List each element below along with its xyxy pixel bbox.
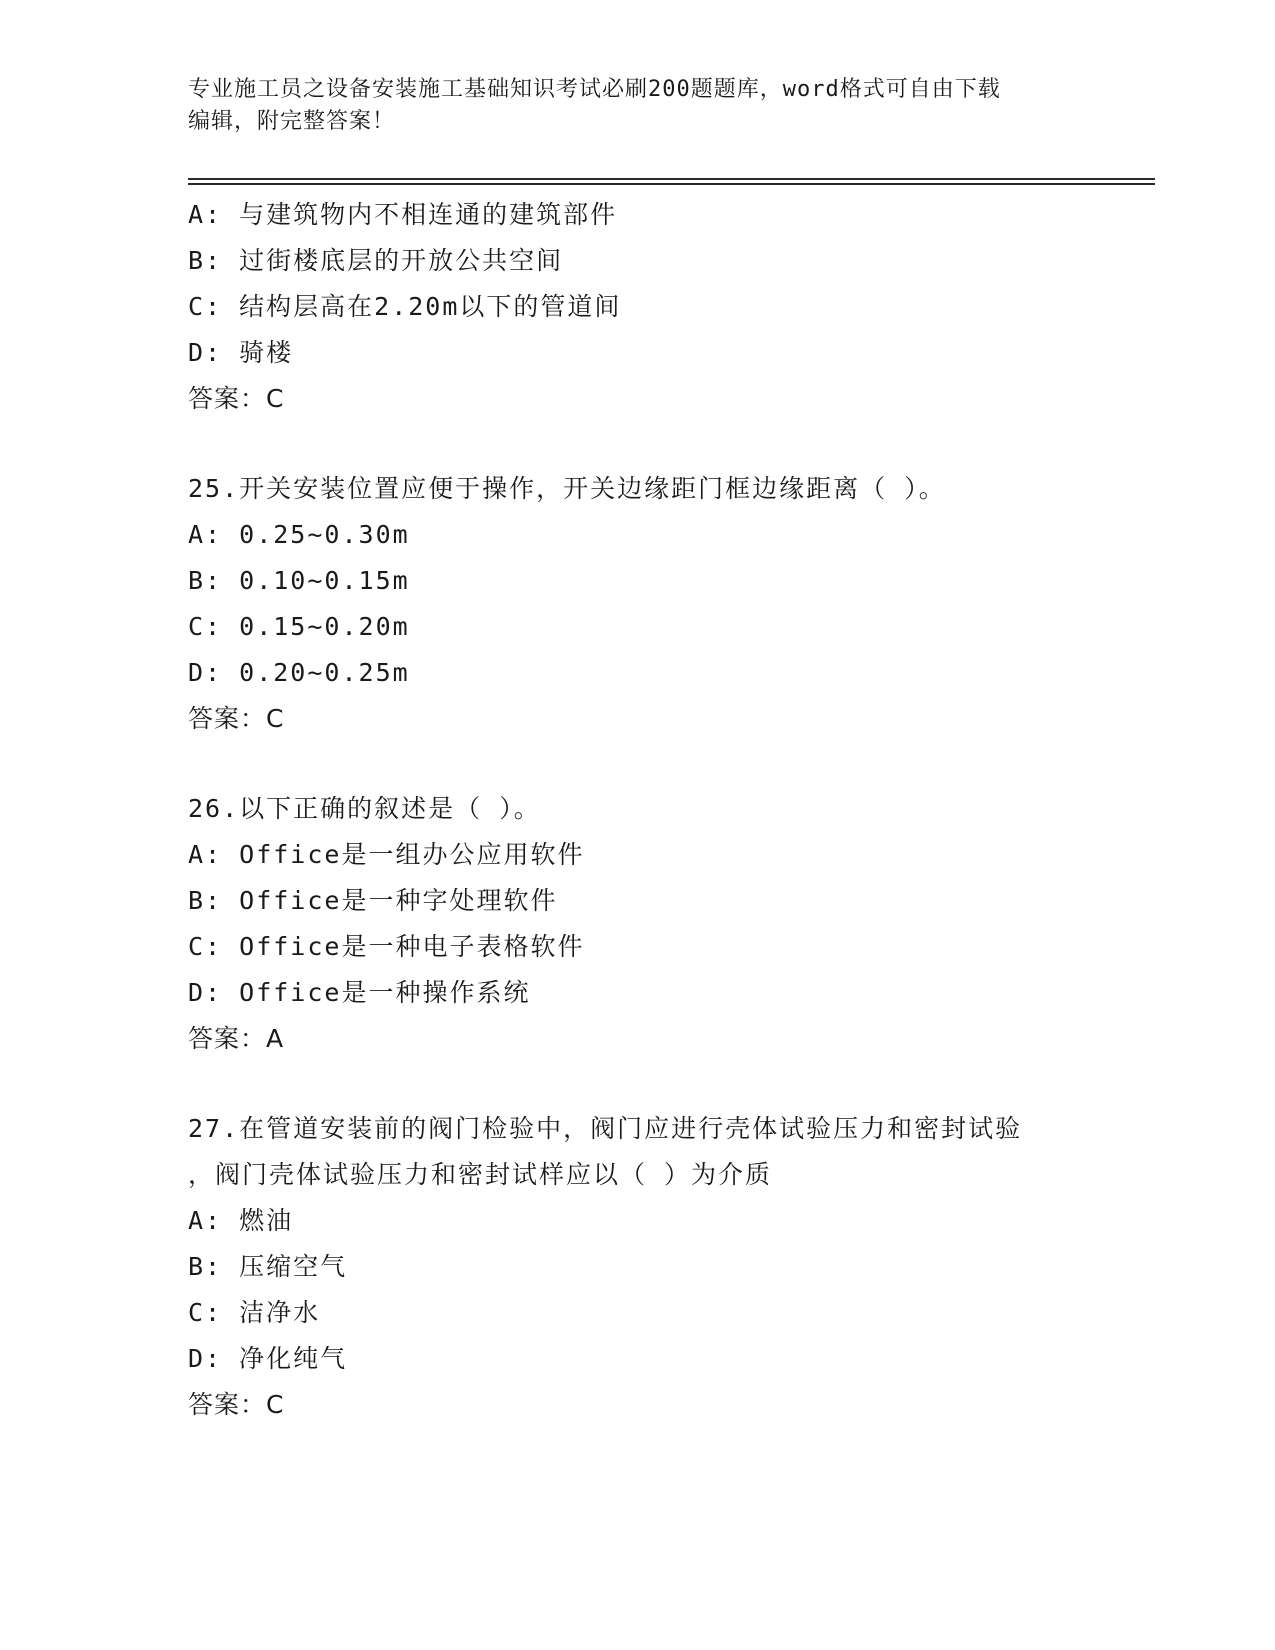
- option-c: C: 洁净水: [188, 1298, 321, 1327]
- question-block-27: [188, 1106, 1148, 1428]
- option-a: A: 燃油: [188, 1206, 294, 1235]
- answer-line: 答案：A: [188, 1024, 285, 1053]
- option-b: B: 0.10~0.15m: [188, 566, 410, 595]
- question-block-25: [188, 466, 1148, 742]
- spacer: [188, 422, 1148, 466]
- answer-line: 答案：C: [188, 1390, 285, 1419]
- question-text-line-1: 27.在管道安装前的阀门检验中，阀门应进行壳体试验压力和密封试验: [188, 1114, 1023, 1143]
- spacer: [188, 1062, 1148, 1106]
- option-d: D: 骑楼: [188, 338, 294, 367]
- document-header: [188, 74, 1088, 138]
- option-d: D: Office是一种操作系统: [188, 978, 531, 1007]
- spacer: [188, 742, 1148, 786]
- header-rule-bottom: [188, 183, 1155, 185]
- header-rule-top: [188, 178, 1155, 180]
- header-line-1: 专业施工员之设备安装施工基础知识考试必刷200题题库，word格式可自由下载: [188, 77, 1001, 102]
- option-b: B: 压缩空气: [188, 1252, 348, 1281]
- option-c: C: 结构层高在2.20m以下的管道间: [188, 292, 622, 321]
- question-block-26: [188, 786, 1148, 1062]
- option-a: A: 0.25~0.30m: [188, 520, 410, 549]
- answer-line: 答案：C: [188, 704, 285, 733]
- option-b: B: 过街楼底层的开放公共空间: [188, 246, 564, 275]
- option-d: D: 0.20~0.25m: [188, 658, 410, 687]
- option-a: A: 与建筑物内不相连通的建筑部件: [188, 200, 618, 229]
- option-c: C: 0.15~0.20m: [188, 612, 410, 641]
- option-c: C: Office是一种电子表格软件: [188, 932, 585, 961]
- header-line-2: 编辑，附完整答案！: [188, 109, 396, 134]
- answer-line: 答案：C: [188, 384, 285, 413]
- question-text-line-2: ，阀门壳体试验压力和密封试样应以（ ）为介质: [188, 1160, 773, 1189]
- question-block-24: [188, 192, 1148, 422]
- question-content: [188, 192, 1148, 1428]
- question-text: 25.开关安装位置应便于操作，开关边缘距门框边缘距离（ ）。: [188, 474, 946, 503]
- option-d: D: 净化纯气: [188, 1344, 348, 1373]
- question-text: 26.以下正确的叙述是（ ）。: [188, 794, 541, 823]
- option-a: A: Office是一组办公应用软件: [188, 840, 585, 869]
- option-b: B: Office是一种字处理软件: [188, 886, 558, 915]
